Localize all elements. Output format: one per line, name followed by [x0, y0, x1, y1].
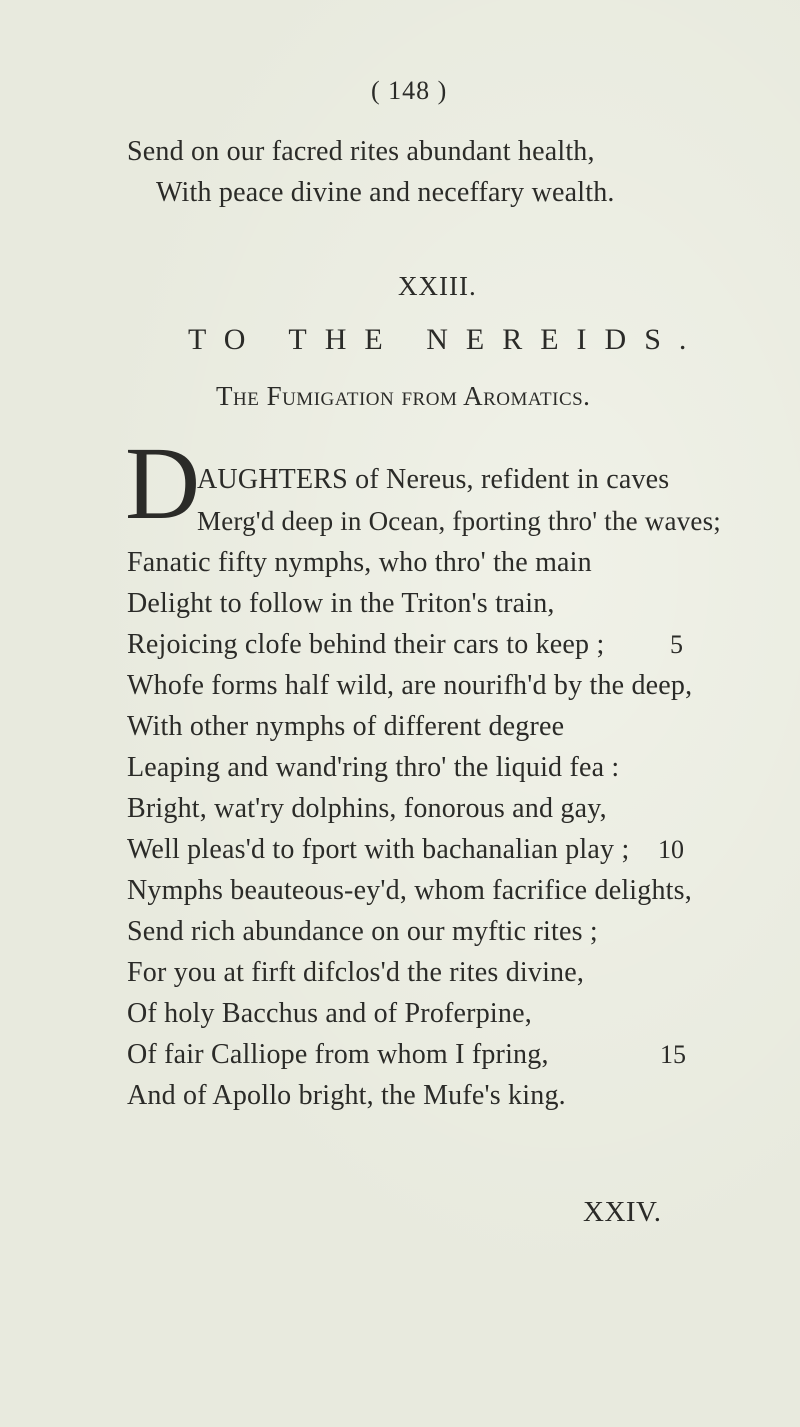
verse-line-4: Delight to follow in the Triton's train,: [127, 588, 555, 619]
hymn-number: XXIII.: [398, 271, 477, 301]
verse-line-10: Well pleas'd to fport with bachanalian play ;: [127, 834, 630, 865]
line-number-10: 10: [658, 835, 684, 864]
verse-line-15: Of fair Calliope from whom I fpring,: [127, 1039, 549, 1070]
verse-line-12: Send rich abundance on our myftic rites ;: [127, 916, 598, 947]
verse-line-3: Fanatic fifty nymphs, who thro' the main: [127, 547, 592, 578]
hymn-subtitle: The Fumigation from Aromatics.: [216, 381, 591, 411]
verse-line-1: AUGHTERS of Nereus, refident in caves: [197, 464, 670, 495]
verse-line-9: Bright, wat'ry dolphins, fonorous and gay,: [127, 793, 607, 824]
line-number-15: 15: [660, 1040, 686, 1069]
opening-line-1: Send on our facred rites abundant health,: [127, 136, 595, 167]
page-number: ( 148 ): [371, 76, 448, 105]
verse-line-8: Leaping and wand'ring thro' the liquid fea :: [127, 752, 620, 783]
verse-line-6: Whofe forms half wild, are nourifh'd by the deep,: [127, 670, 693, 701]
verse-line-5: Rejoicing clofe behind their cars to keep ;: [127, 629, 605, 660]
hymn-title: TO THE NEREIDS.: [188, 323, 705, 356]
verse-line-11: Nymphs beauteous-ey'd, whom facrifice delights,: [127, 875, 692, 906]
verse-line-2: Merg'd deep in Ocean, fporting thro' the waves;: [197, 506, 721, 536]
verse-line-13: For you at firft difclos'd the rites divine,: [127, 957, 585, 988]
catchword: XXIV.: [583, 1196, 662, 1228]
verse-line-16: And of Apollo bright, the Mufe's king.: [127, 1080, 566, 1111]
verse-line-7: With other nymphs of different degree: [127, 711, 565, 742]
opening-line-2: With peace divine and neceffary wealth.: [156, 177, 615, 208]
line-number-5: 5: [670, 630, 683, 659]
verse-line-14: Of holy Bacchus and of Proferpine,: [127, 998, 532, 1029]
drop-cap: D: [125, 426, 201, 541]
